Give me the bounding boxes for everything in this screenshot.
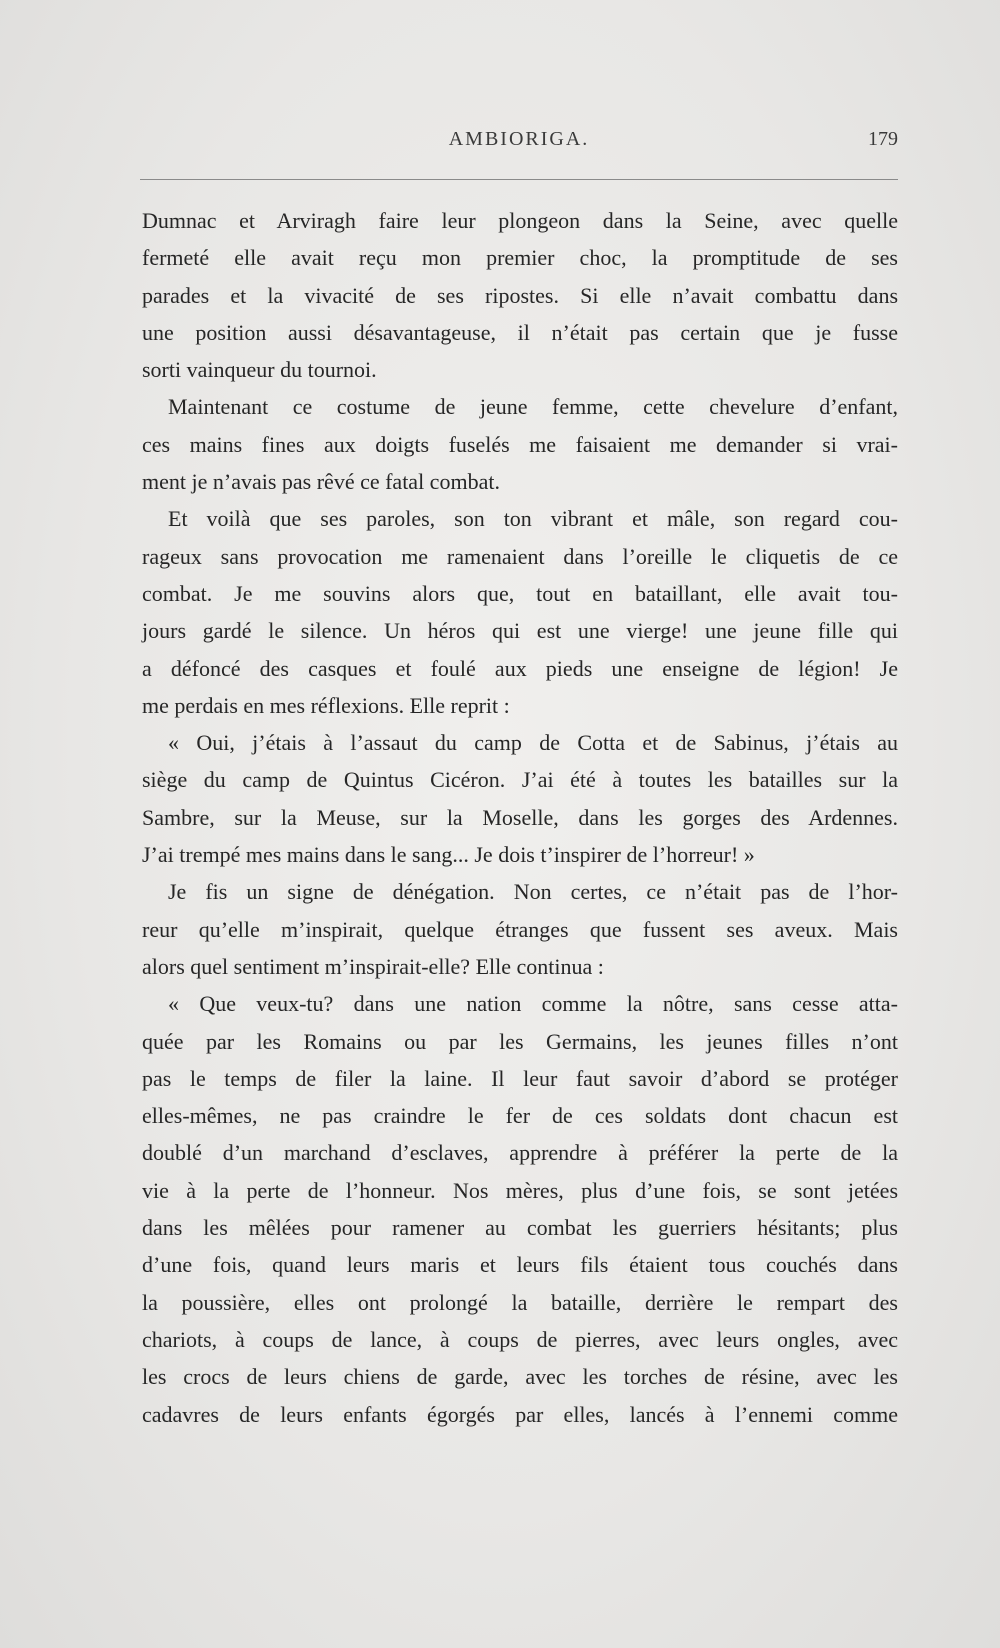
text-line: chariots, à coups de lance, à coups de pierres, avec leurs ongles, avec — [142, 1326, 898, 1352]
text-line: cadavres de leurs enfants égorgés par elles, lancés à l’ennemi comme — [142, 1401, 898, 1427]
text-line: une position aussi désavantageuse, il n’était pas certain que je fusse — [142, 319, 898, 345]
text-line: Et voilà que ses paroles, son ton vibrant et mâle, son regard cou- — [168, 506, 898, 532]
text-line: sorti vainqueur du tournoi. — [142, 357, 377, 383]
running-head — [140, 128, 898, 162]
text-line: J’ai trempé mes mains dans le sang... Je dois t’inspirer de l’horreur! » — [142, 842, 755, 868]
text-line: alors quel sentiment m’inspirait-elle? Elle continua : — [142, 953, 604, 979]
text-line: a défoncé des casques et foulé aux pieds une enseigne de légion! Je — [142, 655, 898, 681]
text-line: Sambre, sur la Meuse, sur la Moselle, dans les gorges des Ardennes. — [142, 804, 898, 830]
text-line: ment je n’avais pas rêvé ce fatal combat. — [142, 469, 500, 495]
text-line: dans les mêlées pour ramener au combat les guerriers hésitants; plus — [142, 1215, 898, 1241]
text-line: siège du camp de Quintus Cicéron. J’ai été à toutes les batailles sur la — [142, 767, 898, 793]
text-line: reur qu’elle m’inspirait, quelque étranges que fussent ses aveux. Mais — [142, 916, 898, 942]
text-line: pas le temps de filer la laine. Il leur faut savoir d’abord se protéger — [142, 1065, 898, 1091]
text-line: les crocs de leurs chiens de garde, avec les torches de résine, avec les — [142, 1364, 898, 1390]
text-line: Je fis un signe de dénégation. Non certes, ce n’était pas de l’hor- — [168, 879, 898, 905]
text-line: « Que veux-tu? dans une nation comme la nôtre, sans cesse atta- — [168, 991, 898, 1017]
text-line: parades et la vivacité de ses ripostes. Si elle n’avait combattu dans — [142, 282, 898, 308]
header-rule — [140, 179, 898, 180]
text-line: me perdais en mes réflexions. Elle reprit : — [142, 692, 510, 718]
body-text — [142, 202, 898, 1433]
text-line: rageux sans provocation me ramenaient dans l’oreille le cliquetis de ce — [142, 543, 898, 569]
text-line: d’une fois, quand leurs maris et leurs fils étaient tous couchés dans — [142, 1252, 898, 1278]
running-title: AMBIORIGA. — [448, 128, 590, 150]
text-line: vie à la perte de l’honneur. Nos mères, plus d’une fois, se sont jetées — [142, 1177, 898, 1203]
text-line: jours gardé le silence. Un héros qui est une vierge! une jeune fille qui — [142, 618, 898, 644]
text-line: combat. Je me souvins alors que, tout en bataillant, elle avait tou- — [142, 580, 898, 606]
text-line: Dumnac et Arviragh faire leur plongeon dans la Seine, avec quelle — [142, 208, 898, 233]
text-line: doublé d’un marchand d’esclaves, apprendre à préférer la perte de la — [142, 1140, 898, 1166]
text-line: quée par les Romains ou par les Germains, les jeunes filles n’ont — [142, 1028, 898, 1054]
text-line: Maintenant ce costume de jeune femme, cette chevelure d’enfant, — [168, 394, 898, 420]
page-number: 179 — [868, 128, 898, 150]
text-line: ces mains fines aux doigts fuselés me faisaient me demander si vrai- — [142, 431, 898, 457]
text-line: « Oui, j’étais à l’assaut du camp de Cotta et de Sabinus, j’étais au — [168, 730, 898, 756]
text-line: elles-mêmes, ne pas craindre le fer de ces soldats dont chacun est — [142, 1103, 898, 1129]
text-line: la poussière, elles ont prolongé la bataille, derrière le rempart des — [142, 1289, 898, 1315]
text-line: fermeté elle avait reçu mon premier choc, la promptitude de ses — [142, 245, 898, 271]
